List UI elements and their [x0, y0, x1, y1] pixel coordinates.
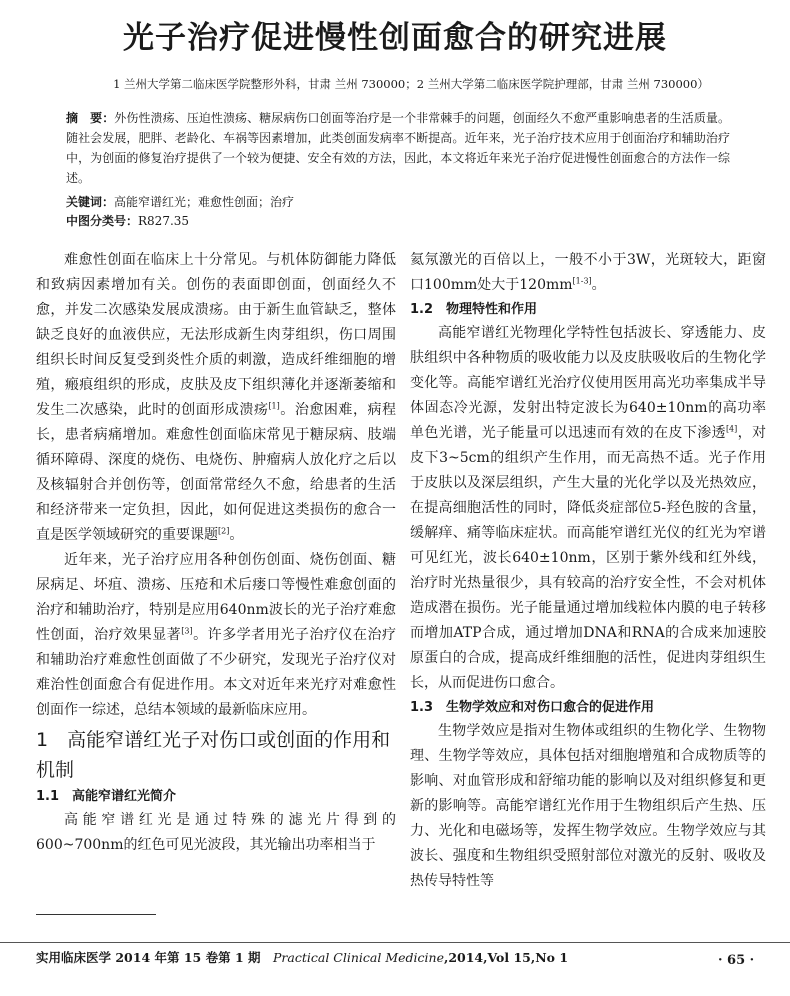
abstract: [66, 108, 730, 188]
abstract-label: 摘 要：: [66, 111, 115, 125]
page-number: · 65 ·: [718, 953, 755, 968]
paragraph: 生物学效应是指对生物体或组织的生物化学、生物物理、生物学等效应，具体包括对细胞增殖和合成物质等的影响、对血管形成和舒缩功能的影响以及对组织修复和更新的影响等。高能窄谱红光作用于生物组织后产生热、压力、光化和电磁场等，发挥生物学效应。生物学效应与其波长、强度和生物组织受照射部位对激光的反射、吸收及热传导特性等: [410, 723, 766, 889]
keywords-text: 高能窄谱红光；难愈性创面；治疗: [114, 195, 295, 209]
paragraph: 氦氖激光的百倍以上，一般不小于3W，光斑较大，距窗口100mm处大于120mm[1-3]。: [410, 252, 766, 293]
citation: [1-3]: [572, 276, 592, 286]
article-title: 光子治疗促进慢性创面愈合的研究进展: [123, 20, 667, 56]
citation: [3]: [181, 626, 193, 636]
citation: [1]: [268, 401, 280, 411]
clc-label: 中图分类号：: [66, 214, 139, 228]
keywords-label: 关键词：: [66, 195, 115, 209]
classification-code: [66, 212, 730, 230]
left-column: [36, 248, 396, 858]
subsection-heading-1-2: 1.2 物理特性和作用: [410, 302, 538, 317]
citation: [4]: [725, 424, 738, 434]
right-column: [410, 248, 766, 894]
paragraph: 近年来，光子治疗应用各种创伤创面、烧伤创面、糖尿病足、坏疽、溃疡、压疮和术后瘘口等慢性难愈创面的治疗和辅助治疗，特别是应用640nm波长的光子治疗难愈性创面，治疗效果显著[3]。许多学者用光子治疗仪在治疗和辅助治疗难愈性创面做了不少研究，发现光子治疗仪对难治性创面愈合有促进作用。本文对近年来光疗对难愈性创面作一综述，总结本领域的最新临床应用。: [36, 552, 397, 718]
keywords: [66, 193, 730, 211]
page-footer: [0, 942, 790, 983]
footnote-divider: [36, 914, 156, 915]
journal-citation: 实用临床医学 2014 年第 15 卷第 1 期 Practical Clinical Medicine,2014,Vol 15,No 1: [36, 950, 569, 965]
subsection-heading-1-1: 1.1 高能窄谱红光简介: [36, 789, 177, 804]
section-heading-1: 1 高能窄谱红光子对伤口或创面的作用和机制: [36, 729, 391, 781]
abstract-text: 外伤性溃疡、压迫性溃疡、糖尿病伤口创面等治疗是一个非常棘手的问题，创面经久不愈严重影响患者的生活质量。随社会发展，肥胖、老龄化、车祸等因素增加，此类创面发病率不断提高。近年来，光子治疗技术应用于创面治疗和辅助治疗中，为创面的修复治疗提供了一个较为便捷、安全有效的方法，因此，本文将近年来光子治疗促进慢性创面愈合的方法作一综述。: [66, 111, 730, 185]
paragraph: 高能窄谱红光物理化学特性包括波长、穿透能力、皮肤组织中各种物质的吸收能力以及皮肤吸收后的生物化学变化等。高能窄谱红光治疗仪使用医用高光功率集成半导体固态冷光源，发射出特定波长为640±10nm的高功率单色光谱，光子能量可以迅速而有效的在皮下渗透[4]，对皮下3~5cm的组织产生作用，而无高热不适。光子作用于皮肤以及深层组织，产生大量的光化学以及光热效应，在提高细胞活性的同时，降低炎症部位5-羟色胺的含量，缓解痒、痛等临床症状。而高能窄谱红光仪的红光为窄谱可见红光，波长640±10nm，区别于紫外线和红外线，治疗时光热量很少，具有较高的治疗安全性，不会对机体造成潜在损伤。光子能量通过增加线粒体内膜的电子转移而增加ATP合成，通过增加DNA和RNA的合成来加速胶原蛋白的合成，提高成纤维细胞的活性，促进肉芽组织生长，从而促进伤口愈合。: [410, 325, 767, 691]
author-affiliation: 1 兰州大学第二临床医学院整形外科，甘肃 兰州 730000；2 兰州大学第二临床医学院护理部，甘肃 兰州 730000）: [113, 77, 709, 91]
paragraph: 难愈性创面在临床上十分常见。与机体防御能力降低和致病因素增加有关。创伤的表面即创面，创面经久不愈，并发二次感染发展成溃疡。由于新生血管缺乏，整体缺乏良好的血液供应，无法形成新生肉芽组织，伤口周围组织长时间反复受到炎性介质的刺激，造成纤维细胞的增殖，瘢痕组织的形成，皮肤及皮下组织薄化并逐渐萎缩和发生二次感染，此时的创面形成溃疡[1]。治愈困难，病程长，患者病痛增加。难愈性创面临床常见于糖尿病、肢端循环障碍、深度的烧伤、电烧伤、肿瘤病人放化疗之后以及核辐射合并创伤等，创面常常经久不愈，给患者的生活和经济带来一定负担，因此，如何促进这类损伤的愈合一直是医学领域研究的重要课题[2]。: [36, 252, 396, 543]
clc-value: R827.35: [138, 214, 190, 228]
citation: [2]: [218, 526, 230, 536]
subsection-heading-1-3: 1.3 生物学效应和对伤口愈合的促进作用: [410, 700, 655, 715]
paragraph: 高能窄谱红光是通过特殊的滤光片得到的600~700nm的红色可见光波段，其光输出功率相当于: [36, 812, 396, 853]
